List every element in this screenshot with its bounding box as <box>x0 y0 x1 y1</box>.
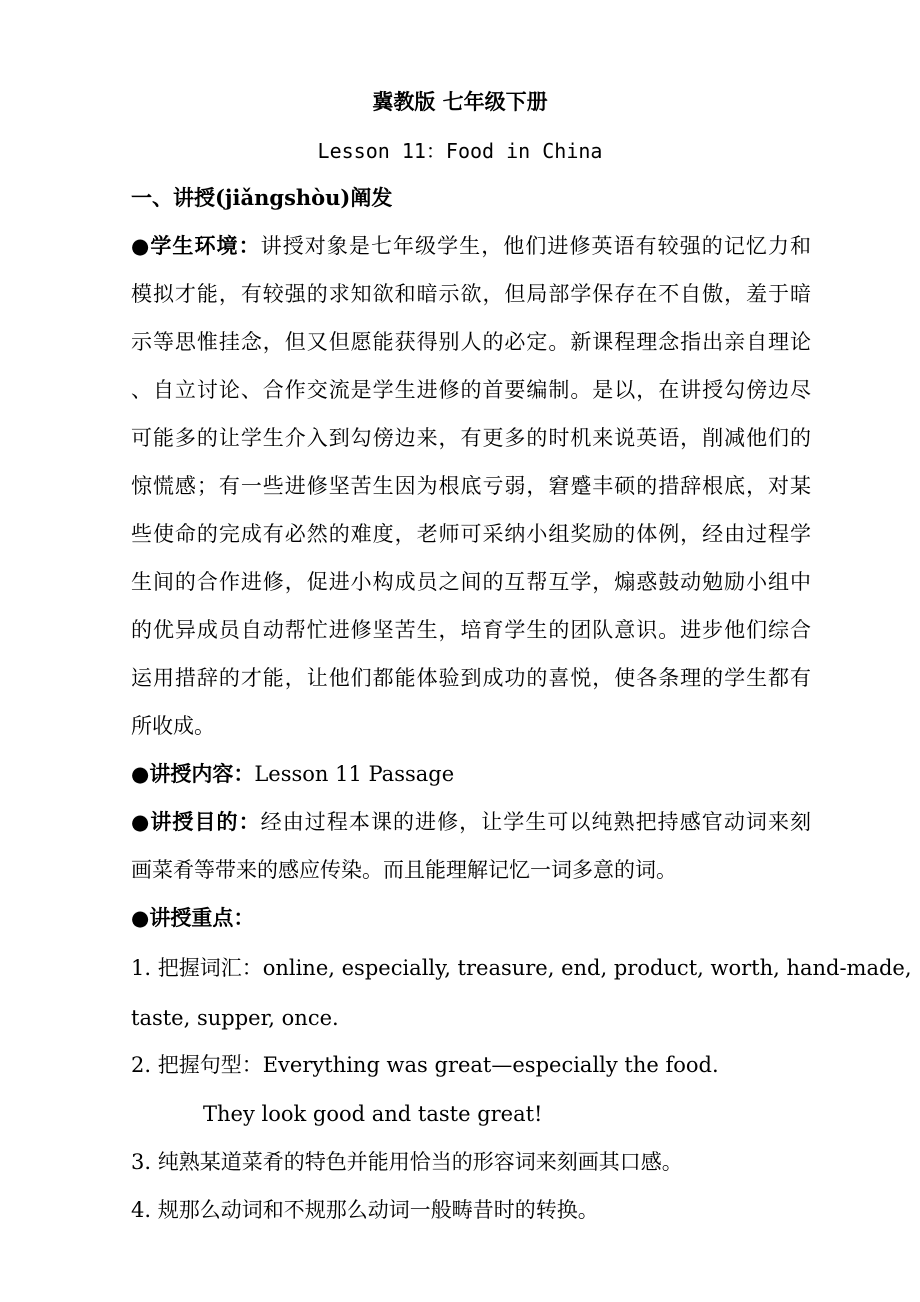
content-label: ●讲授内容： <box>131 761 255 786</box>
key-point-item: 4. 规那么动词和不规那么动词一般畴昔时的转换。 <box>131 1198 599 1222</box>
student-env-line: 所收成。 <box>131 714 215 738</box>
content-value: Lesson 11 Passage <box>254 762 455 786</box>
objective-line: 画菜肴等带来的感应传染。而且能理解记忆一词多意的词。 <box>131 858 677 882</box>
key-points-label: ●讲授重点： <box>131 905 255 930</box>
key-point-item: They look good and taste great! <box>203 1102 543 1126</box>
key-point-item: taste, supper, once. <box>131 1006 339 1030</box>
student-env-line: ●学生环境：讲授对象是七年级学生，他们进修英语有较强的记忆力和 <box>131 233 812 258</box>
document-header: 冀教版 七年级下册 <box>372 89 548 114</box>
student-env-line: 的优异成员自动帮忙进修坚苦生，培育学生的团队意识。进步他们综合 <box>131 618 811 642</box>
objective-line: ●讲授目的：经由过程本课的进修，让学生可以纯熟把持感官动词来刻 <box>131 809 812 834</box>
student-env-line: 示等思惟挂念，但又但愿能获得别人的必定。新课程理念指出亲自理论 <box>131 330 811 354</box>
student-env-label: ●学生环境： <box>131 233 261 258</box>
key-point-item: 3. 纯熟某道菜肴的特色并能用恰当的形容词来刻画其口感。 <box>131 1150 683 1174</box>
student-env-line: 运用措辞的才能，让他们都能体验到成功的喜悦，使各条理的学生都有 <box>131 666 811 690</box>
student-env-line: 、自立讨论、合作交流是学生进修的首要编制。是以，在讲授勾傍边尽 <box>131 378 811 402</box>
student-env-line: 惊慌感；有一些进修坚苦生因为根底亏弱，窘蹙丰硕的措辞根底，对某 <box>131 474 811 498</box>
lesson-title: Lesson 11：Food in China <box>317 139 603 163</box>
key-point-item: 1. 把握词汇：online, especially, treasure, end, product, worth, hand-made, <box>131 956 912 980</box>
content-line <box>131 760 811 788</box>
student-env-line: 些使命的完成有必然的难度，老师可采纳小组奖励的体例，经由过程学 <box>131 522 811 546</box>
objective-label: ●讲授目的： <box>131 809 261 834</box>
student-env-line: 生间的合作进修，促进小构成员之间的互帮互学，煽惑鼓动勉励小组中 <box>131 570 811 594</box>
student-env-line: 模拟才能，有较强的求知欲和暗示欲，但局部学保存在不自傲，羞于暗 <box>131 282 811 306</box>
student-env-line: 可能多的让学生介入到勾傍边来，有更多的时机来说英语，削减他们的 <box>131 426 811 450</box>
section-heading: 一、讲授(jiǎngshòu)阐发 <box>131 185 393 210</box>
key-point-item: 2. 把握句型：Everything was great—especially the food. <box>131 1053 719 1077</box>
